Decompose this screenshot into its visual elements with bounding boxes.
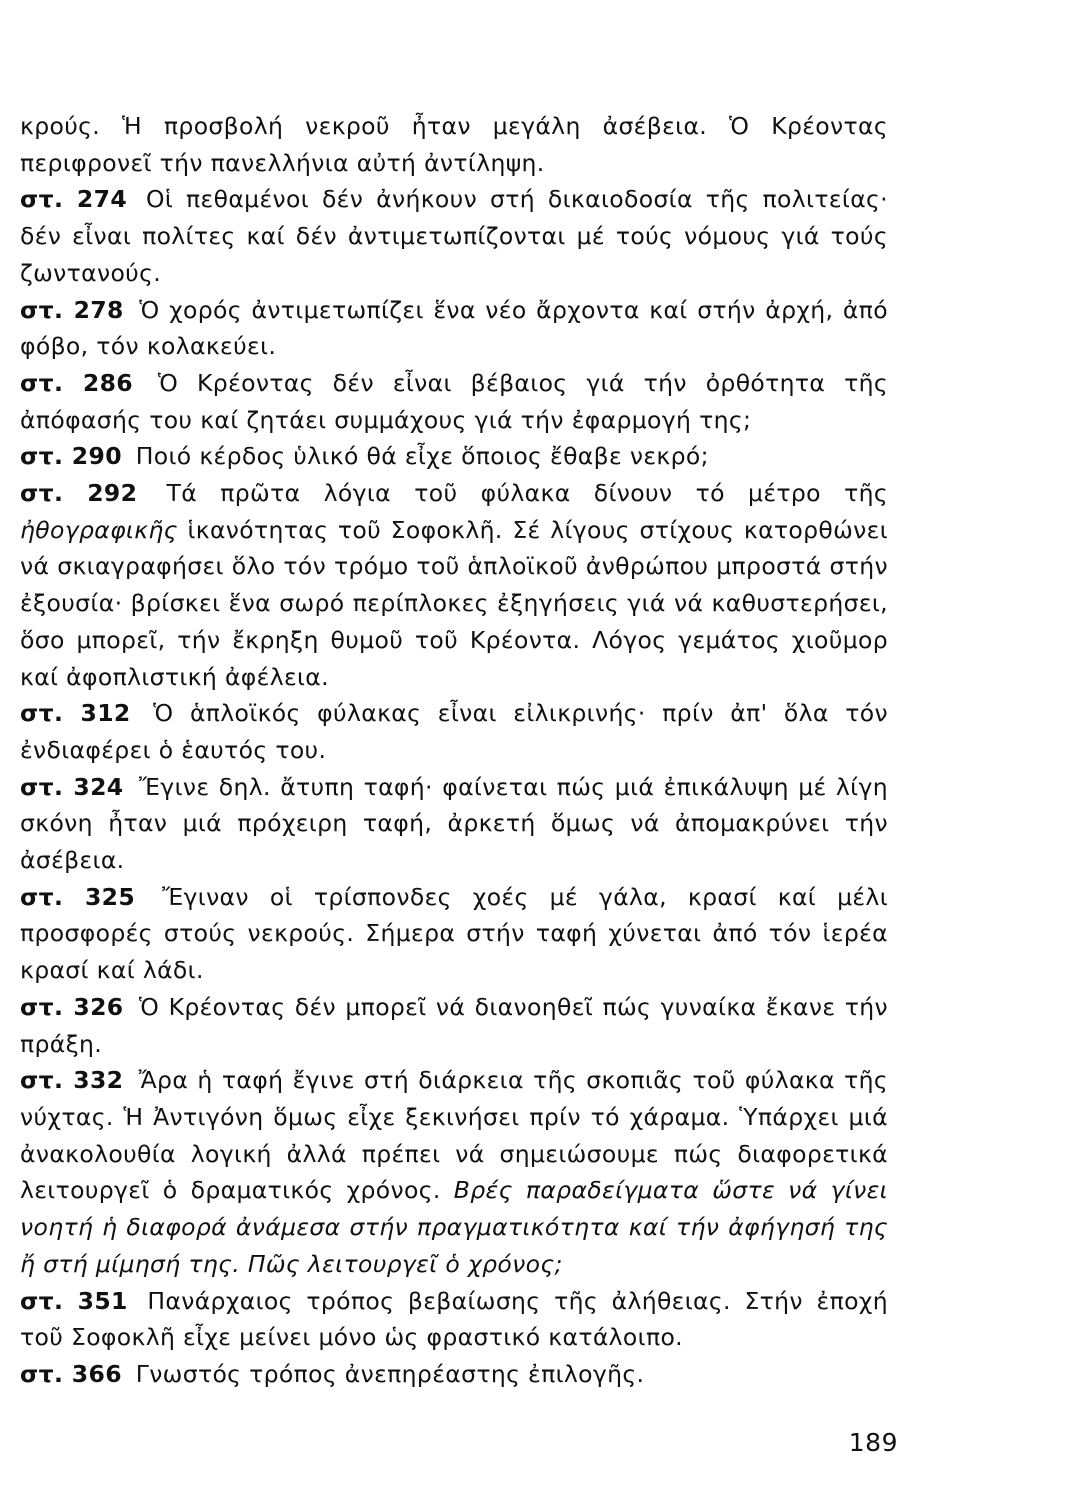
verse-reference: στ. 278 <box>20 295 124 324</box>
note-entry <box>20 769 888 879</box>
note-entry <box>20 1283 888 1356</box>
note-entry <box>20 1356 888 1393</box>
note-text: Πανάρχαιος τρόπος βεβαίωσης τῆς ἀλήθειας. Στήν ἐποχή τοῦ Σοφοκλῆ εἶχε μείνει μόνο ὡς φραστικό κατάλοιπο. <box>20 1286 888 1352</box>
note-text-italic: ἠθογραφικῆς <box>20 515 178 544</box>
verse-reference: στ. 290 <box>20 442 122 471</box>
commentary-text <box>20 108 888 1393</box>
verse-reference: στ. 332 <box>20 1066 124 1095</box>
verse-reference: στ. 326 <box>20 992 124 1021</box>
note-text: Ὁ Κρέοντας δέν εἶναι βέβαιος γιά τήν ὀρθότητα τῆς ἀπόφασής του καί ζητάει συμμάχους γιά τήν ἐφαρμογή της; <box>20 368 888 434</box>
note-text: ἱκανότητας τοῦ Σοφοκλῆ. Σέ λίγους στίχους κατορθώνει νά σκιαγραφήσει ὅλο τόν τρόμο τοῦ ἁπλοϊκοῦ ἀνθρώπου μπροστά στήν ἐξουσία· βρίσκει ἕνα σωρό περίπλοκες ἐξηγήσεις γιά νά καθυστερήσει, ὅσο μπορεῖ, τήν ἔκρηξη θυμοῦ τοῦ Κρέοντα. Λόγος γεμάτος χιοῦμορ καί ἀφοπλιστική ἀφέλεια. <box>20 515 888 691</box>
verse-reference: στ. 351 <box>20 1286 128 1315</box>
note-entry <box>20 365 888 438</box>
note-text: Ὁ ἁπλοϊκός φύλακας εἶναι εἰλικρινής· πρίν ἀπ' ὅλα τόν ἐνδιαφέρει ὁ ἑαυτός του. <box>20 699 888 764</box>
verse-reference: στ. 325 <box>20 882 136 911</box>
note-text: Οἱ πεθαμένοι δέν ἀνήκουν στή δικαιοδοσία τῆς πολιτείας· δέν εἶναι πολίτες καί δέν ἀντιμετωπίζονται μέ τούς νόμους γιά τούς ζωντανούς. <box>20 185 889 287</box>
note-text: Γνωστός τρόπος ἀνεπηρέαστης ἐπιλογῆς. <box>135 1359 645 1388</box>
page-number: 189 <box>848 1428 898 1457</box>
note-text: Ποιό κέρδος ὑλικό θά εἶχε ὅποιος ἔθαβε νεκρό; <box>135 442 709 471</box>
verse-reference: στ. 312 <box>20 699 131 728</box>
verse-reference: στ. 292 <box>20 479 138 508</box>
verse-reference: στ. 366 <box>20 1359 122 1388</box>
note-text: Ἄρα ἡ ταφή ἔγινε στή διάρκεια τῆς σκοπιᾶς τοῦ φύλακα τῆς νύχτας. Ἡ Ἀντιγόνη ὅμως εἶχε ξεκινήσει πρίν τό χάραμα. Ὑπάρχει μιά ἀνακολουθία λογική ἀλλά πρέπει νά σημειώσουμε πώς διαφορετικά λειτουργεῖ ὁ δραματικός χρόνος. <box>20 1066 888 1205</box>
note-entry <box>20 989 888 1062</box>
note-entry <box>20 181 888 291</box>
continuation-paragraph: κρούς. Ἡ προσβολή νεκροῦ ἦταν μεγάλη ἀσέβεια. Ὁ Κρέοντας περιφρονεῖ τήν πανελλήνια αὐτή ἀντίληψη. <box>20 112 888 177</box>
note-entry <box>20 879 888 989</box>
note-text: Τά πρῶτα λόγια τοῦ φύλακα δίνουν τό μέτρο τῆς <box>166 479 888 508</box>
note-entry <box>20 695 888 768</box>
note-text: Ὁ χορός ἀντιμετωπίζει ἕνα νέο ἄρχοντα καί στήν ἀρχή, ἀπό φόβο, τόν κολακεύει. <box>20 295 888 361</box>
note-entry <box>20 438 888 475</box>
note-entry <box>20 292 888 365</box>
note-text: Ἔγινε δηλ. ἄτυπη ταφή· φαίνεται πώς μιά ἐπικάλυψη μέ λίγη σκόνη ἦταν μιά πρόχειρη ταφή, ἀρκετή ὅμως νά ἀπομακρύνει τήν ἀσέβεια. <box>20 772 888 875</box>
note-text-italic: Βρές παραδείγματα ὥστε νά γίνει νοητή ἡ διαφορά ἀνάμεσα στήν πραγματικότητα καί τήν ἀφήγησή της ἤ στή μίμησή της. Πῶς λειτουργεῖ ὁ χρόνος; <box>20 1176 888 1278</box>
note-text: Ὁ Κρέοντας δέν μπορεῖ νά διανοηθεῖ πώς γυναίκα ἔκανε τήν πράξη. <box>20 992 888 1058</box>
note-entry <box>20 1062 888 1282</box>
verse-reference: στ. 324 <box>20 772 124 801</box>
verse-reference: στ. 274 <box>20 185 128 214</box>
verse-reference: στ. 286 <box>20 368 133 397</box>
note-text: Ἔγιναν οἱ τρίσπονδες χοές μέ γάλα, κρασί καί μέλι προσφορές στούς νεκρούς. Σήμερα στήν ταφή χύνεται ἀπό τόν ἱερέα κρασί καί λάδι. <box>20 882 888 985</box>
note-entry <box>20 475 888 695</box>
